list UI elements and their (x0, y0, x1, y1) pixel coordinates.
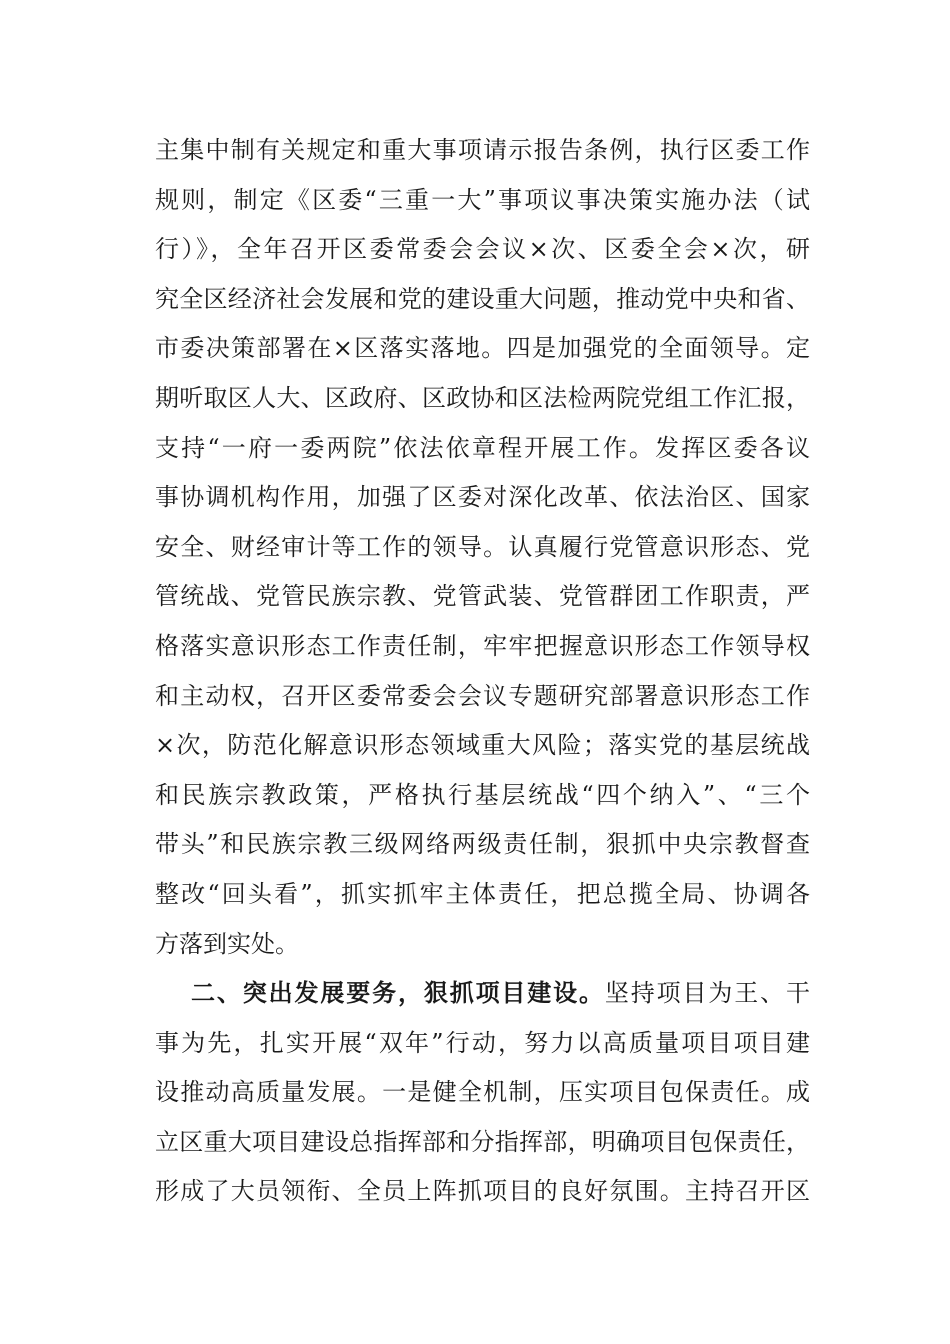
text-line: 方落到实处。 (155, 929, 299, 958)
text-line: 市委决策部署在×区落实落地。四是加强党的全面领导。定 (155, 334, 810, 363)
text-line: 事为先，扎实开展“双年”行动，努力以高质量项目项目建 (155, 1028, 810, 1057)
text-line: 支持“一府一委两院”依法依章程开展工作。发挥区委各议 (155, 433, 810, 462)
text-line: 形成了大员领衔、全员上阵抓项目的良好氛围。主持召开区 (155, 1177, 810, 1206)
text-line: 立区重大项目建设总指挥部和分指挥部，明确项目包保责任， (155, 1127, 810, 1156)
text-line: 事协调机构作用，加强了区委对深化改革、依法治区、国家 (155, 483, 810, 512)
text-line: 主集中制有关规定和重大事项请示报告条例，执行区委工作 (155, 136, 810, 164)
paragraph-1 (155, 126, 810, 969)
text-line: 和民族宗教政策，严格执行基层统战“四个纳入”、“三个 (155, 780, 810, 809)
text-line: 安全、财经审计等工作的领导。认真履行党管意识形态、党 (155, 532, 810, 561)
paragraph-2 (155, 969, 810, 1217)
section-heading: 二、突出发展要务，狠抓项目建设。 (191, 979, 605, 1008)
document-body (155, 126, 810, 1217)
text-line: 究全区经济社会发展和党的建设重大问题，推动党中央和省、 (155, 284, 810, 313)
text-line: 设推动高质量发展。一是健全机制，压实项目包保责任。成 (155, 1078, 810, 1107)
heading-line-rest: 坚持项目为王、干 (604, 979, 811, 1008)
text-line: 管统战、党管民族宗教、党管武装、党管群团工作职责，严 (155, 582, 810, 611)
text-line: 行）》，全年召开区委常委会会议×次、区委全会×次，研 (155, 235, 810, 264)
text-line: 期听取区人大、区政府、区政协和区法检两院党组工作汇报， (155, 383, 810, 412)
text-line: 和主动权，召开区委常委会会议专题研究部署意识形态工作 (155, 681, 810, 710)
text-line: 整改“回头看”，抓实抓牢主体责任，把总揽全局、协调各 (155, 879, 810, 908)
text-line: 格落实意识形态工作责任制，牢牢把握意识形态工作领导权 (155, 631, 810, 660)
paragraph-first-line (155, 969, 810, 1019)
text-line: ×次，防范化解意识形态领域重大风险；落实党的基层统战 (155, 731, 810, 760)
text-line: 规则，制定《区委“三重一大”事项议事决策实施办法（试 (155, 185, 810, 214)
text-line: 带头”和民族宗教三级网络两级责任制，狠抓中央宗教督查 (155, 830, 810, 859)
